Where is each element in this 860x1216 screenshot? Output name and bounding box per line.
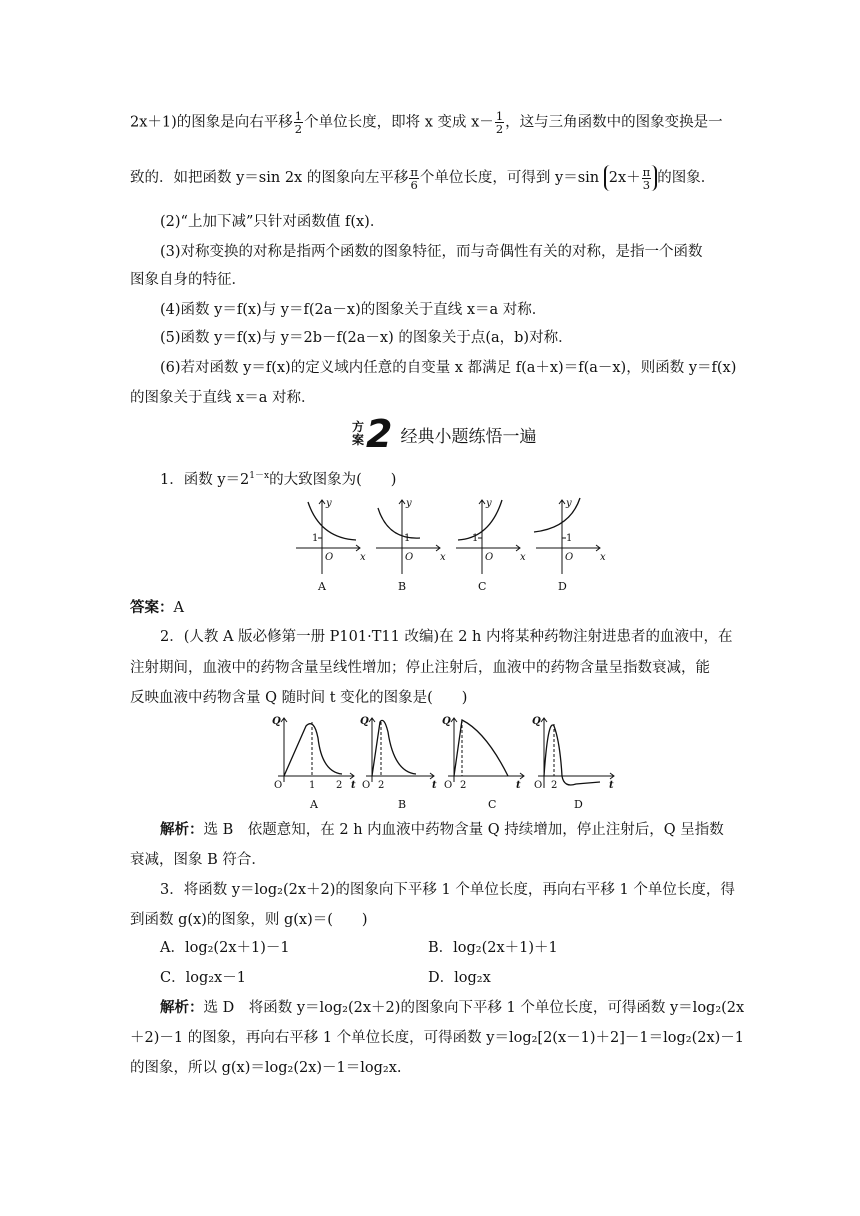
- analysis-text: 选 B 依题意知，在 2 h 内血液中药物含量 Q 持续增加，停止注射后，Q 呈指数: [203, 822, 724, 838]
- fraction-numerator: 1: [294, 109, 303, 123]
- fraction-numerator: π: [642, 164, 651, 179]
- fraction-denominator: 3: [642, 177, 651, 192]
- q2-analysis-line-2: 衰减，图象 B 符合．: [130, 852, 266, 868]
- axis-label-x: x: [360, 552, 366, 563]
- q1-answer: [130, 598, 184, 618]
- text-segment: 个单位长度，即将 x 变成 x－: [304, 114, 494, 131]
- fraction: [495, 110, 504, 135]
- axis-label-t: t: [516, 780, 521, 791]
- tick-label: 1: [566, 533, 573, 544]
- q3-line-1: 3．将函数 y＝log₂(2x＋2)的图象向下平移 1 个单位长度，再向右平移 1 个单位长度，得: [160, 882, 735, 898]
- text-segment: ，这与三角函数中的图象变换是一: [505, 114, 723, 131]
- origin-label: O: [534, 780, 543, 791]
- text-segment: 的大致图象为( ): [269, 471, 397, 488]
- graph-label: D: [558, 580, 567, 593]
- text-segment: 的图象．: [657, 170, 716, 186]
- graph-label: A: [310, 798, 318, 811]
- section-title: 经典小题练悟一遍: [400, 426, 537, 447]
- axis-label-y: y: [566, 498, 572, 509]
- graph-label: D: [574, 798, 583, 811]
- q3-option-a: A．log₂(2x＋1)－1: [160, 940, 290, 956]
- tick-label: 1: [309, 780, 316, 791]
- tick-label: 2: [551, 780, 558, 791]
- axis-label-t: t: [432, 780, 437, 791]
- q2-graph-a: [278, 718, 354, 782]
- fraction: [642, 166, 652, 191]
- analysis-text: 选 D 将函数 y＝log₂(2x＋2)的图象向下平移 1 个单位长度，可得函数 y＝log₂(2x: [203, 1000, 745, 1016]
- origin-label: O: [565, 552, 574, 563]
- origin-label: O: [485, 552, 494, 563]
- analysis-label: 解析：: [160, 999, 204, 1016]
- fraction-denominator: 6: [410, 177, 418, 192]
- note-5: (5)函数 y＝f(x)与 y＝2b－f(2a－x) 的图象关于点(a，b)对称．: [160, 330, 573, 346]
- section-header: [352, 414, 536, 454]
- tick-label: 1: [404, 533, 411, 544]
- section-label-char: 案: [352, 433, 365, 447]
- axis-label-q: Q: [442, 716, 451, 727]
- note-3-line-2: 图象自身的特征．: [130, 272, 246, 288]
- section-number: 2: [366, 412, 393, 456]
- q3-option-c: C．log₂x－1: [160, 970, 246, 986]
- tick-label: 1: [312, 533, 319, 544]
- q3-option-d: D．log₂x: [428, 970, 491, 986]
- tick-label: 1: [472, 533, 479, 544]
- note-6-line-1: (6)若对函数 y＝f(x)的定义域内任意的自变量 x 都满足 f(a＋x)＝f(a－x)，则函数 y＝f(x): [160, 360, 737, 376]
- answer-label: 答案：: [130, 599, 174, 616]
- graph-label: B: [398, 798, 407, 811]
- q2-line-2: 注射期间，血液中的药物含量呈线性增加；停止注射后，血液中的药物含量呈指数衰减，能: [130, 660, 710, 676]
- axis-label-x: x: [440, 552, 446, 563]
- answer-value: A: [173, 600, 184, 616]
- fraction: [409, 166, 419, 191]
- q2-line-1: 2．(人教 A 版必修第一册 P101·T11 改编)在 2 h 内将某种药物注射进患者的血液中，在: [160, 629, 733, 645]
- origin-label: O: [274, 780, 283, 791]
- note-3-line-1: (3)对称变换的对称是指两个函数的图象特征，而与奇偶性有关的对称，是指一个函数: [160, 244, 703, 260]
- axis-label-t: t: [351, 780, 356, 791]
- axis-label-q: Q: [360, 716, 369, 727]
- origin-label: O: [444, 780, 453, 791]
- axis-label-x: x: [520, 552, 526, 563]
- fraction-denominator: 2: [294, 122, 303, 136]
- graph-label: B: [398, 580, 407, 593]
- q2-graph-b: [366, 718, 434, 782]
- axis-label-q: Q: [272, 716, 281, 727]
- axis-label-y: y: [326, 498, 332, 509]
- analysis-label: 解析：: [160, 821, 204, 838]
- fraction: [294, 110, 303, 135]
- q2-graphs: [266, 712, 616, 812]
- text-segment: 个单位长度，可得到 y＝sin: [419, 170, 600, 186]
- q3-analysis-line-1: [160, 998, 744, 1018]
- tick-label: 2: [378, 780, 385, 791]
- note-4: (4)函数 y＝f(x)与 y＝f(2a－x)的图象关于直线 x＝a 对称．: [160, 302, 547, 318]
- section-label-char: 方: [352, 420, 365, 434]
- axis-label-y: y: [486, 498, 492, 509]
- origin-label: O: [362, 780, 371, 791]
- axis-label-q: Q: [532, 716, 541, 727]
- section-label-stack: [352, 421, 364, 447]
- origin-label: O: [325, 552, 334, 563]
- text-segment: 致的．如把函数 y＝sin 2x 的图象向左平移: [130, 170, 409, 186]
- axis-label-y: y: [406, 498, 412, 509]
- text-segment: 2x＋1)的图象是向右平移: [130, 114, 293, 131]
- q2-graph-d: [538, 718, 614, 788]
- graph-label: C: [478, 580, 487, 593]
- fraction-numerator: π: [410, 164, 418, 179]
- q2-analysis-line-1: [160, 820, 724, 840]
- origin-label: O: [405, 552, 414, 563]
- q1-stem: [160, 466, 396, 490]
- q3-line-2: 到函数 g(x)的图象，则 g(x)＝( ): [130, 912, 368, 928]
- note-6-line-2: 的图象关于直线 x＝a 对称．: [130, 390, 316, 406]
- graph-label: A: [318, 580, 326, 593]
- graph-label: C: [488, 798, 497, 811]
- note-2: (2)“上加下减”只针对函数值 f(x)．: [160, 214, 385, 230]
- intro-line-2: [130, 165, 715, 191]
- axis-label-t: t: [609, 780, 614, 791]
- q2-graph-c: [448, 718, 524, 782]
- fraction-denominator: 2: [495, 122, 504, 136]
- q3-analysis-line-2: ＋2)－1 的图象，再向右平移 1 个单位长度，可得函数 y＝log₂[2(x－1)＋2]－1＝log₂(2x)－1: [130, 1030, 745, 1046]
- q3-option-b: B．log₂(2x＋1)＋1: [428, 940, 558, 956]
- tick-label: 2: [336, 780, 343, 791]
- text-segment: 1．函数 y＝2: [160, 471, 250, 488]
- tick-label: 2: [460, 780, 467, 791]
- fraction-numerator: 1: [495, 109, 504, 123]
- intro-line-1: [130, 110, 723, 135]
- text-segment: 2x＋: [608, 170, 641, 186]
- q1-graphs: [290, 494, 610, 596]
- parenthesized-expression: [604, 165, 657, 191]
- q3-analysis-line-3: 的图象，所以 g(x)＝log₂(2x)－1＝log₂x.: [130, 1060, 402, 1076]
- q2-line-3: 反映血液中药物含量 Q 随时间 t 变化的图象是( ): [130, 690, 468, 706]
- axis-label-x: x: [600, 552, 606, 563]
- exponent: 1－x: [249, 471, 270, 481]
